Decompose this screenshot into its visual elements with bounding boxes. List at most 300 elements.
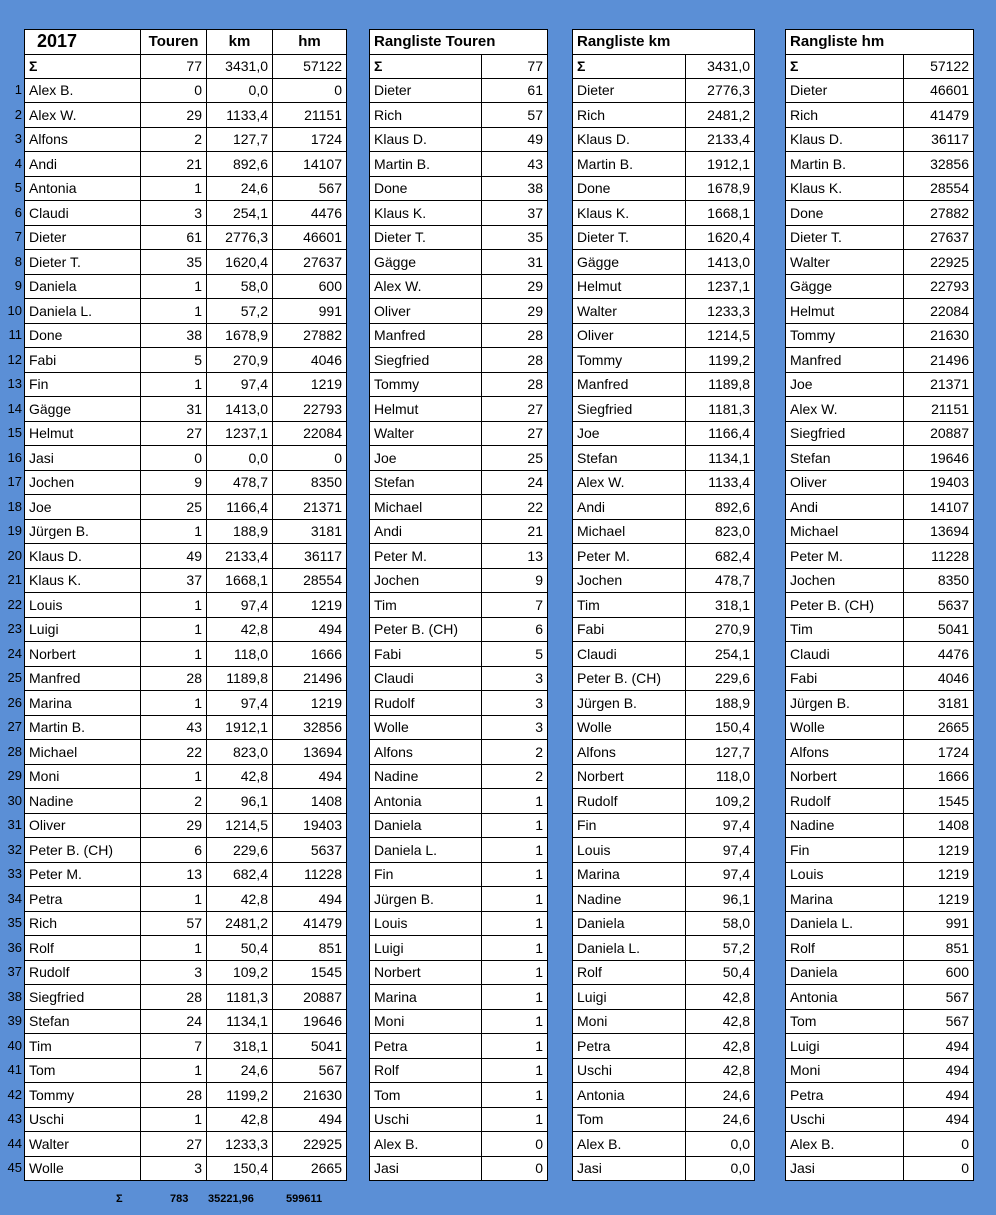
rank-row	[786, 274, 974, 299]
rank-value: 2133,4	[686, 127, 755, 152]
rank-value: 1219	[904, 862, 974, 887]
rank-value: 2776,3	[686, 78, 755, 103]
rank-row	[370, 176, 548, 201]
rank-name: Peter B. (CH)	[370, 617, 482, 642]
rank-row	[786, 642, 974, 667]
rank-row	[370, 1156, 548, 1181]
rank-value: 2	[482, 740, 548, 765]
row-number: 11	[8, 327, 22, 343]
rank-value: 1912,1	[686, 152, 755, 177]
table-row	[25, 789, 347, 814]
table-row	[25, 421, 347, 446]
rank-name: Alex B.	[370, 1132, 482, 1157]
rank-row	[786, 201, 974, 226]
member-touren: 9	[141, 470, 207, 495]
rank-row	[786, 691, 974, 716]
rank-row	[370, 617, 548, 642]
rank-name: Fabi	[370, 642, 482, 667]
rank-name: Jasi	[573, 1156, 686, 1181]
rank-name: Alex W.	[573, 470, 686, 495]
rank-name: Joe	[786, 372, 904, 397]
rank-name: Petra	[370, 1034, 482, 1059]
rank-row	[786, 1034, 974, 1059]
member-name: Wolle	[25, 1156, 141, 1181]
member-touren: 27	[141, 1132, 207, 1157]
rank-value: 42,8	[686, 1034, 755, 1059]
rank-row	[573, 103, 755, 128]
rank-value: 2665	[904, 715, 974, 740]
row-number: 25	[7, 670, 22, 686]
row-number: 32	[7, 841, 22, 857]
rank-row	[370, 887, 548, 912]
rank-row	[370, 250, 548, 275]
rank-km-sum-value: 3431,0	[686, 54, 755, 78]
rank-name: Wolle	[786, 715, 904, 740]
member-name: Nadine	[25, 789, 141, 814]
rank-name: Uschi	[573, 1058, 686, 1083]
rank-value: 97,4	[686, 838, 755, 863]
rank-name: Jürgen B.	[370, 887, 482, 912]
member-hm: 494	[273, 764, 347, 789]
member-hm: 600	[273, 274, 347, 299]
member-touren: 27	[141, 421, 207, 446]
rank-row	[786, 936, 974, 961]
rank-value: 1133,4	[686, 470, 755, 495]
rank-value: 21371	[904, 372, 974, 397]
member-touren: 43	[141, 715, 207, 740]
rank-row	[370, 764, 548, 789]
member-km: 188,9	[207, 519, 273, 544]
member-hm: 1219	[273, 372, 347, 397]
member-km: 97,4	[207, 593, 273, 618]
row-number: 14	[7, 400, 22, 416]
member-hm: 494	[273, 1107, 347, 1132]
rank-value: 27	[482, 397, 548, 422]
member-km: 0,0	[207, 446, 273, 471]
rank-row	[370, 936, 548, 961]
rank-row	[786, 127, 974, 152]
rank-row	[370, 421, 548, 446]
rank-value: 61	[482, 78, 548, 103]
rank-name: Walter	[370, 421, 482, 446]
rank-row	[370, 862, 548, 887]
rank-name: Daniela L.	[573, 936, 686, 961]
rank-row	[786, 1083, 974, 1108]
rank-row	[370, 348, 548, 373]
rank-touren-body	[370, 54, 548, 1181]
member-hm: 567	[273, 1058, 347, 1083]
rank-name: Klaus K.	[786, 176, 904, 201]
rank-value: 1666	[904, 764, 974, 789]
member-hm: 21371	[273, 495, 347, 520]
member-name: Claudi	[25, 201, 141, 226]
rank-row	[370, 813, 548, 838]
rank-value: 1237,1	[686, 274, 755, 299]
rank-row	[573, 1058, 755, 1083]
member-hm: 4476	[273, 201, 347, 226]
rank-name: Petra	[573, 1034, 686, 1059]
table-row	[25, 176, 347, 201]
row-number: 6	[14, 204, 22, 220]
table-row	[25, 519, 347, 544]
rank-row	[786, 1132, 974, 1157]
row-number: 7	[14, 229, 22, 245]
rank-name: Dieter	[370, 78, 482, 103]
rank-value: 1	[482, 838, 548, 863]
member-hm: 36117	[273, 544, 347, 569]
rank-value: 5637	[904, 593, 974, 618]
rank-row	[786, 666, 974, 691]
rank-value: 29	[482, 274, 548, 299]
table-row	[25, 862, 347, 887]
rank-value: 1413,0	[686, 250, 755, 275]
totals-touren: 783	[170, 1193, 189, 1205]
rank-row	[573, 348, 755, 373]
row-number: 35	[7, 915, 22, 931]
rank-row	[786, 911, 974, 936]
rank-row	[573, 985, 755, 1010]
table-row	[25, 1107, 347, 1132]
member-touren: 28	[141, 985, 207, 1010]
rank-value: 494	[904, 1034, 974, 1059]
rank-value: 6	[482, 617, 548, 642]
member-touren: 49	[141, 544, 207, 569]
member-name: Helmut	[25, 421, 141, 446]
member-hm: 28554	[273, 568, 347, 593]
table-row	[25, 544, 347, 569]
rank-name: Klaus D.	[370, 127, 482, 152]
rank-name: Tommy	[573, 348, 686, 373]
main-table-body	[25, 54, 347, 1181]
rank-value: 0,0	[686, 1132, 755, 1157]
rank-row	[786, 348, 974, 373]
member-km: 823,0	[207, 740, 273, 765]
rank-name: Tim	[573, 593, 686, 618]
rank-row	[573, 691, 755, 716]
rank-name: Jürgen B.	[573, 691, 686, 716]
rank-row	[786, 740, 974, 765]
row-number: 43	[7, 1111, 22, 1127]
rank-value: 13694	[904, 519, 974, 544]
member-name: Done	[25, 323, 141, 348]
rank-value: 600	[904, 960, 974, 985]
touren-header: Touren	[141, 30, 207, 55]
rank-value: 28	[482, 323, 548, 348]
member-name: Andi	[25, 152, 141, 177]
member-name: Tommy	[25, 1083, 141, 1108]
rank-value: 57,2	[686, 936, 755, 961]
member-km: 42,8	[207, 617, 273, 642]
main-sum-row	[25, 54, 347, 78]
hm-header: hm	[273, 30, 347, 55]
rank-value: 24	[482, 470, 548, 495]
rank-name: Louis	[573, 838, 686, 863]
rank-value: 1678,9	[686, 176, 755, 201]
rank-name: Fin	[573, 813, 686, 838]
rank-row	[573, 372, 755, 397]
rank-value: 1	[482, 1107, 548, 1132]
member-touren: 1	[141, 617, 207, 642]
rank-value: 22084	[904, 299, 974, 324]
rank-row	[786, 838, 974, 863]
rank-row	[370, 78, 548, 103]
member-name: Marina	[25, 691, 141, 716]
member-name: Jürgen B.	[25, 519, 141, 544]
rank-row	[786, 176, 974, 201]
rank-name: Rolf	[370, 1058, 482, 1083]
member-touren: 1	[141, 764, 207, 789]
row-number: 20	[7, 547, 22, 563]
member-name: Dieter T.	[25, 250, 141, 275]
rank-value: 1	[482, 911, 548, 936]
rank-value: 50,4	[686, 960, 755, 985]
rank-value: 1	[482, 1058, 548, 1083]
member-km: 2133,4	[207, 544, 273, 569]
row-number: 29	[7, 768, 22, 784]
rank-name: Klaus D.	[786, 127, 904, 152]
rank-name: Alex B.	[573, 1132, 686, 1157]
rank-value: 97,4	[686, 813, 755, 838]
rank-row	[786, 421, 974, 446]
member-name: Moni	[25, 764, 141, 789]
table-row	[25, 764, 347, 789]
rank-value: 1	[482, 960, 548, 985]
rank-value: 1199,2	[686, 348, 755, 373]
rank-value: 22	[482, 495, 548, 520]
rank-name: Oliver	[370, 299, 482, 324]
table-row	[25, 642, 347, 667]
rank-name: Fin	[786, 838, 904, 863]
rank-value: 682,4	[686, 544, 755, 569]
member-touren: 24	[141, 1009, 207, 1034]
row-number: 34	[7, 890, 22, 906]
row-number: 36	[7, 939, 22, 955]
rank-value: 31	[482, 250, 548, 275]
rank-name: Daniela L.	[370, 838, 482, 863]
rank-value: 36117	[904, 127, 974, 152]
rank-row	[370, 1034, 548, 1059]
rank-name: Wolle	[370, 715, 482, 740]
member-km: 2481,2	[207, 911, 273, 936]
rank-km-title: Rangliste km	[573, 30, 755, 55]
rank-row	[573, 152, 755, 177]
rank-row	[573, 274, 755, 299]
rank-value: 42,8	[686, 985, 755, 1010]
rank-row	[786, 813, 974, 838]
member-hm: 1724	[273, 127, 347, 152]
rank-value: 1219	[904, 838, 974, 863]
member-touren: 35	[141, 250, 207, 275]
member-hm: 1666	[273, 642, 347, 667]
member-hm: 27882	[273, 323, 347, 348]
table-row	[25, 715, 347, 740]
member-name: Alex B.	[25, 78, 141, 103]
member-name: Stefan	[25, 1009, 141, 1034]
rank-name: Daniela	[573, 911, 686, 936]
member-hm: 991	[273, 299, 347, 324]
rank-row	[370, 691, 548, 716]
rank-name: Manfred	[573, 372, 686, 397]
rank-hm-sum-value: 57122	[904, 54, 974, 78]
rank-value: 270,9	[686, 617, 755, 642]
row-number: 23	[7, 621, 22, 637]
rank-hm-sum-row	[786, 54, 974, 78]
rank-row	[370, 470, 548, 495]
rank-value: 1	[482, 789, 548, 814]
rank-value: 3	[482, 691, 548, 716]
row-number: 22	[7, 596, 22, 612]
rank-row	[786, 985, 974, 1010]
rank-name: Nadine	[573, 887, 686, 912]
member-hm: 27637	[273, 250, 347, 275]
member-name: Fin	[25, 372, 141, 397]
rank-value: 97,4	[686, 862, 755, 887]
rank-row	[370, 1132, 548, 1157]
member-touren: 61	[141, 225, 207, 250]
sum-label: Σ	[25, 54, 141, 78]
totals-symbol: Σ	[116, 1193, 123, 1205]
rank-hm-title: Rangliste hm	[786, 30, 974, 55]
member-touren: 1	[141, 691, 207, 716]
member-km: 0,0	[207, 78, 273, 103]
member-hm: 2665	[273, 1156, 347, 1181]
grand-totals	[0, 1189, 340, 1211]
rank-row	[370, 1058, 548, 1083]
rank-value: 7	[482, 593, 548, 618]
rank-row	[786, 887, 974, 912]
rank-value: 1	[482, 985, 548, 1010]
table-row	[25, 593, 347, 618]
member-name: Peter B. (CH)	[25, 838, 141, 863]
rank-row	[573, 1156, 755, 1181]
row-number: 30	[7, 792, 22, 808]
rank-name: Rudolf	[786, 789, 904, 814]
table-row	[25, 1034, 347, 1059]
member-name: Petra	[25, 887, 141, 912]
rank-value: 24,6	[686, 1083, 755, 1108]
rank-row	[573, 470, 755, 495]
member-touren: 57	[141, 911, 207, 936]
rank-name: Klaus D.	[573, 127, 686, 152]
rank-row	[370, 152, 548, 177]
row-number: 38	[7, 988, 22, 1004]
rank-row	[573, 1132, 755, 1157]
rank-value: 0,0	[686, 1156, 755, 1181]
rank-value: 2481,2	[686, 103, 755, 128]
rank-name: Rich	[370, 103, 482, 128]
rank-value: 43	[482, 152, 548, 177]
rank-name: Tom	[370, 1083, 482, 1108]
rank-value: 5	[482, 642, 548, 667]
rank-row	[786, 764, 974, 789]
rank-name: Dieter T.	[573, 225, 686, 250]
member-name: Michael	[25, 740, 141, 765]
rank-value: 42,8	[686, 1058, 755, 1083]
member-touren: 25	[141, 495, 207, 520]
rank-value: 21	[482, 519, 548, 544]
rank-row	[786, 397, 974, 422]
rank-value: 28	[482, 372, 548, 397]
member-km: 97,4	[207, 372, 273, 397]
member-name: Peter M.	[25, 862, 141, 887]
rank-row	[786, 152, 974, 177]
rank-row	[370, 642, 548, 667]
member-touren: 22	[141, 740, 207, 765]
member-name: Rich	[25, 911, 141, 936]
rank-name: Claudi	[786, 642, 904, 667]
rank-name: Louis	[370, 911, 482, 936]
row-number: 26	[7, 694, 22, 710]
member-hm: 494	[273, 617, 347, 642]
rank-name: Dieter T.	[786, 225, 904, 250]
member-hm: 21630	[273, 1083, 347, 1108]
row-number: 15	[7, 425, 22, 441]
rank-name: Marina	[573, 862, 686, 887]
rank-name: Andi	[786, 495, 904, 520]
rank-name: Antonia	[370, 789, 482, 814]
rank-value: 27637	[904, 225, 974, 250]
rank-row	[370, 103, 548, 128]
member-name: Klaus D.	[25, 544, 141, 569]
rank-value: 1134,1	[686, 446, 755, 471]
rank-value: 49	[482, 127, 548, 152]
member-km: 42,8	[207, 887, 273, 912]
rank-row	[786, 299, 974, 324]
rank-value: 22925	[904, 250, 974, 275]
km-header: km	[207, 30, 273, 55]
table-row	[25, 470, 347, 495]
row-number: 12	[7, 351, 22, 367]
rank-name: Alfons	[370, 740, 482, 765]
rank-name: Wolle	[573, 715, 686, 740]
rank-name: Jochen	[573, 568, 686, 593]
rank-row	[573, 911, 755, 936]
row-number: 37	[7, 964, 22, 980]
rank-row	[573, 1083, 755, 1108]
member-hm: 1545	[273, 960, 347, 985]
rank-name: Manfred	[786, 348, 904, 373]
rank-hm-table	[785, 29, 974, 1181]
rank-name: Peter B. (CH)	[786, 593, 904, 618]
rank-row	[370, 495, 548, 520]
table-row	[25, 225, 347, 250]
member-km: 229,6	[207, 838, 273, 863]
member-km: 318,1	[207, 1034, 273, 1059]
rank-name: Louis	[786, 862, 904, 887]
member-hm: 5041	[273, 1034, 347, 1059]
rank-touren-sum-label: Σ	[370, 54, 482, 78]
rank-value: 0	[904, 1156, 974, 1181]
rank-row	[786, 715, 974, 740]
member-km: 270,9	[207, 348, 273, 373]
rank-value: 58,0	[686, 911, 755, 936]
member-km: 1668,1	[207, 568, 273, 593]
rank-row	[786, 78, 974, 103]
rank-name: Michael	[370, 495, 482, 520]
rank-row	[370, 323, 548, 348]
rank-row	[786, 593, 974, 618]
rank-name: Oliver	[573, 323, 686, 348]
rank-value: 0	[904, 1132, 974, 1157]
member-name: Oliver	[25, 813, 141, 838]
member-hm: 21151	[273, 103, 347, 128]
row-number: 21	[7, 572, 22, 588]
rank-name: Done	[370, 176, 482, 201]
member-name: Joe	[25, 495, 141, 520]
rank-value: 1	[482, 862, 548, 887]
rank-name: Marina	[370, 985, 482, 1010]
rank-row	[786, 862, 974, 887]
